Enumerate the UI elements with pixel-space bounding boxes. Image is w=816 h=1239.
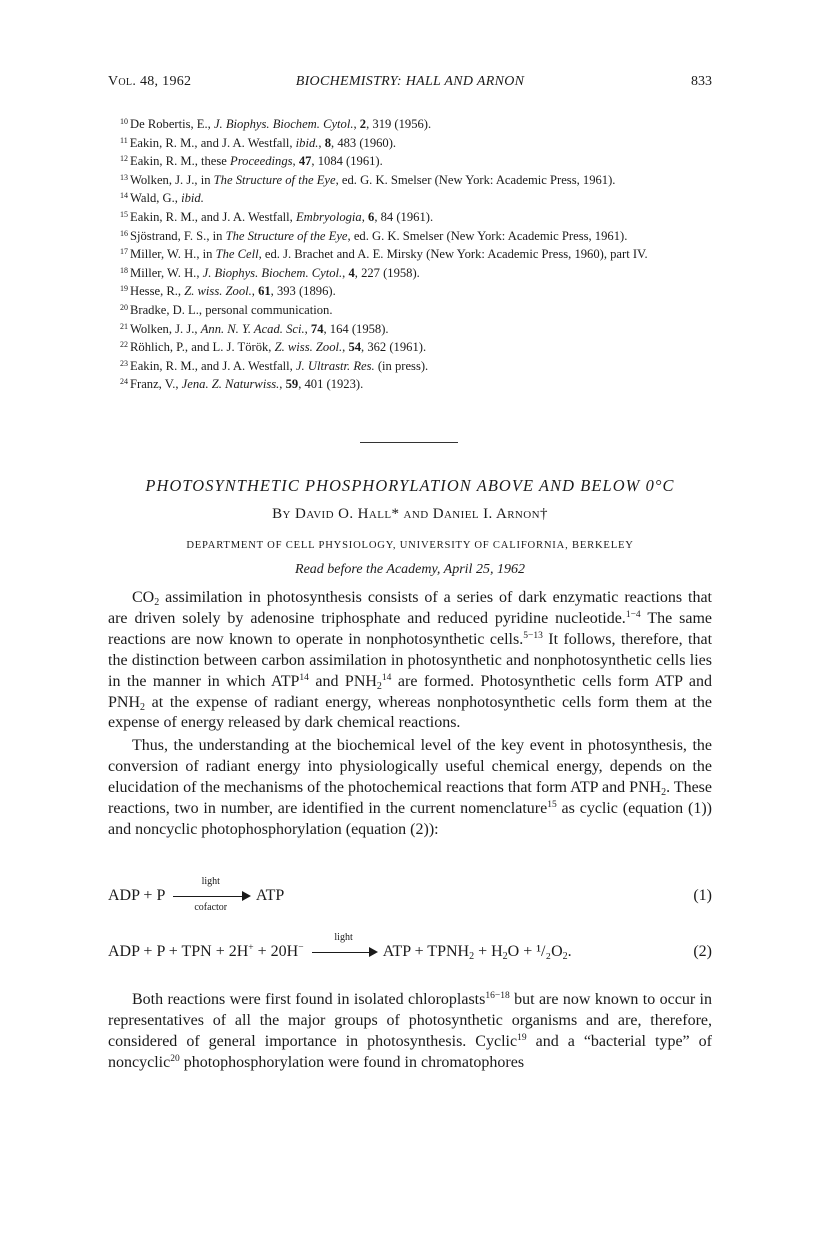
citation-superscript: 14 xyxy=(299,672,309,683)
equation-number: (2) xyxy=(693,943,712,960)
reference-item xyxy=(108,226,712,245)
subscript: 2 xyxy=(469,951,475,962)
reference-volume: 8 xyxy=(324,135,332,150)
reference-text: Franz, V., xyxy=(130,377,182,392)
author-arnon: Daniel I. Arnon xyxy=(432,506,540,522)
journal-running-title: BIOCHEMISTRY: HALL AND ARNON xyxy=(295,74,525,89)
reference-number: 23 xyxy=(120,358,128,368)
reference-source: The Structure of the Eye xyxy=(213,172,336,187)
byline-by: By xyxy=(272,506,291,522)
reference-text: , xyxy=(304,321,311,336)
reference-number: 17 xyxy=(120,247,128,257)
equation-rhs: ATP + TPNH xyxy=(382,943,470,960)
citation-superscript: 19 xyxy=(517,1032,527,1043)
affiliation: DEPARTMENT OF CELL PHYSIOLOGY, UNIVERSITY OF CALIFORNIA, BERKELEY xyxy=(186,540,634,551)
reference-item xyxy=(108,170,712,189)
reference-source: Z. wiss. Zool. xyxy=(184,284,252,299)
text-run: The same reactions are now known to operate in nonphotosynthetic cells. xyxy=(108,609,713,648)
reference-number: 18 xyxy=(120,265,128,275)
reference-source: J. Ultrastr. Res. xyxy=(295,358,375,373)
equation-rhs: . xyxy=(567,943,572,960)
equation-lhs: ADP + P + TPN + 2H xyxy=(108,943,249,960)
reference-volume: 59 xyxy=(285,377,299,392)
reference-volume: 54 xyxy=(348,340,362,355)
arrow-label-below: cofactor xyxy=(194,902,228,914)
reference-text: , 401 (1923). xyxy=(298,377,364,392)
reference-text: (in press). xyxy=(374,358,429,373)
reference-item xyxy=(108,133,712,152)
text-run: and a “bacterial type” of noncyclic xyxy=(108,1032,712,1071)
arrow-shaft xyxy=(173,896,249,897)
arrow-head xyxy=(369,947,378,957)
reference-item xyxy=(108,188,712,207)
reference-text: Miller, W. H., in xyxy=(130,247,216,262)
reference-text: , xyxy=(279,377,286,392)
reference-source: The Structure of the Eye xyxy=(225,228,348,243)
reference-text: , xyxy=(361,209,369,224)
reference-item xyxy=(108,244,712,263)
equation-rhs: O + xyxy=(507,943,537,960)
reference-number: 20 xyxy=(120,302,128,312)
equation-lhs: + 20H xyxy=(253,943,299,960)
reference-text: Hesse, R., xyxy=(130,284,185,299)
reference-text: Wolken, J. J., in xyxy=(130,172,214,187)
citation-superscript: 15 xyxy=(547,799,557,810)
reference-text: , 319 (1956). xyxy=(366,117,432,131)
reference-text: , 84 (1961). xyxy=(374,209,434,224)
equation-expression xyxy=(108,876,285,914)
reference-source: Proceedings xyxy=(230,154,293,169)
reference-number: 19 xyxy=(120,284,128,294)
reference-item xyxy=(108,356,712,375)
subscript: 2 xyxy=(562,951,568,962)
reference-text: Miller, W. H., xyxy=(130,265,203,280)
reference-text: Eakin, R. M., and J. A. Westfall, xyxy=(130,358,296,373)
arrow-label-above: light xyxy=(201,876,220,888)
reference-text: De Robertis, E., xyxy=(130,117,214,131)
reference-volume: 61 xyxy=(258,284,271,299)
reference-text: , 393 (1896). xyxy=(270,284,336,299)
volume-year: Vol. 48, 1962 xyxy=(108,74,192,89)
reference-text: , ed. G. K. Smelser (New York: Academic Press, 1961). xyxy=(347,228,628,243)
subscript: 2 xyxy=(376,680,382,692)
reference-list xyxy=(108,114,712,393)
byline xyxy=(108,506,712,523)
paragraph xyxy=(108,588,712,734)
reference-item xyxy=(108,337,712,356)
equation-lhs: ADP + P xyxy=(108,887,165,904)
reference-volume: 2 xyxy=(359,117,367,131)
reference-volume: 47 xyxy=(298,154,312,169)
paragraph-text xyxy=(108,990,712,1074)
text-run: Thus, the understanding at the biochemical level of the key event in photosynthesis, the conversion of radiant energy into physiologically useful chemical energy, depends on the elucidation of the mechanisms of the photochemical reactions that form ATP and PNH xyxy=(108,737,712,796)
reference-item xyxy=(108,374,712,393)
superscript: + xyxy=(248,943,254,953)
equation-noncyclic xyxy=(108,926,712,970)
text-run: at the expense of radiant energy, whereas nonphotosynthetic cells form them at the expense of energy released by dark chemical reactions. xyxy=(108,693,712,732)
text-run: as cyclic (equation (1)) and noncyclic photophosphorylation (equation (2)): xyxy=(108,799,712,838)
paragraph-text xyxy=(108,588,712,734)
equation-cyclic xyxy=(108,870,712,914)
subscript: 2 xyxy=(661,786,667,798)
reference-volume: 6 xyxy=(368,209,375,224)
equation-rhs: ATP xyxy=(255,887,285,904)
equation-expression xyxy=(108,932,572,962)
reference-text: , 164 (1958). xyxy=(323,321,389,336)
reference-source: Z. wiss. Zool. xyxy=(274,340,343,355)
reference-source: ibid. xyxy=(181,191,204,206)
text-run: photophosphorylation were found in chromatophores xyxy=(179,1053,525,1071)
reaction-arrow-icon xyxy=(312,932,376,953)
text-run: . These reactions, two in number, are identified in the current nomenclature xyxy=(108,778,712,817)
citation-superscript: 16−18 xyxy=(485,991,510,1001)
reference-item xyxy=(108,151,712,170)
reference-source: J. Biophys. Biochem. Cytol. xyxy=(202,265,343,280)
citation-superscript: 5−13 xyxy=(523,630,543,641)
reference-source: Jena. Z. Naturwiss. xyxy=(181,377,280,392)
reference-number: 13 xyxy=(120,172,128,182)
reference-text: Eakin, R. M., and J. A. Westfall, xyxy=(130,209,296,224)
citation-superscript: 14 xyxy=(381,672,392,683)
reference-number: 22 xyxy=(120,340,128,350)
reference-number: 14 xyxy=(120,191,128,201)
author-hall: David O. Hall xyxy=(295,506,392,522)
text-run: assimilation in photosynthesis consists of a series of dark enzymatic reactions that are driven solely by adenosine triphosphate and reduced pyridine nucleotide. xyxy=(108,589,712,627)
reference-text: Röhlich, P., and L. J. Török, xyxy=(130,340,275,355)
arrow-label-above: light xyxy=(334,932,353,944)
reference-text: , xyxy=(353,117,360,131)
subscript: 2 xyxy=(502,951,508,962)
reference-text: Eakin, R. M., and J. A. Westfall, xyxy=(129,135,296,150)
reference-number: 10 xyxy=(120,117,128,126)
reference-item xyxy=(108,114,712,133)
equation-rhs: + H xyxy=(474,943,503,960)
reference-text: , 227 (1958). xyxy=(354,265,420,280)
reference-source: Embryologia xyxy=(295,209,362,224)
section-divider xyxy=(360,442,458,443)
text-run: are formed. Photosynthetic cells form ATP and PNH xyxy=(108,672,712,711)
author-footnote-mark: † xyxy=(539,506,548,522)
subscript: 2 xyxy=(154,597,160,608)
reference-text: , xyxy=(251,284,259,299)
reference-number: 21 xyxy=(120,321,128,331)
superscript: − xyxy=(298,943,304,953)
reference-text: , ed. G. K. Smelser (New York: Academic Press, 1961). xyxy=(335,172,616,187)
fraction-half: ¹/₂ xyxy=(536,943,552,960)
article-title: PHOTOSYNTHETIC PHOSPHORYLATION ABOVE AND BELOW 0°C xyxy=(145,476,675,495)
reference-source: ibid. xyxy=(295,135,319,150)
reference-number: 12 xyxy=(120,154,128,164)
read-before-note: Read before the Academy, April 25, 1962 xyxy=(295,562,525,577)
equation-rhs: O xyxy=(551,943,563,960)
reference-number: 24 xyxy=(120,377,128,387)
reference-item xyxy=(108,300,712,319)
running-head xyxy=(108,74,712,94)
reference-text: Eakin, R. M., these xyxy=(130,154,231,169)
text-run: Both reactions were first found in isolated chloroplasts xyxy=(132,991,486,1008)
text-run: but are now known to occur in representatives of all the major groups of photosynthetic organisms and are, therefore, considered of general importance in photosynthesis. Cyclic xyxy=(108,991,712,1050)
reference-source: Ann. N. Y. Acad. Sci. xyxy=(200,321,305,336)
reference-text: , xyxy=(342,265,349,280)
reference-volume: 74 xyxy=(310,321,324,336)
reference-text: , xyxy=(318,135,325,150)
reference-text: Bradke, D. L., personal communication. xyxy=(130,302,333,317)
reference-number: 11 xyxy=(120,135,128,145)
reference-text: , xyxy=(342,340,349,355)
paragraph-text xyxy=(108,736,712,841)
reference-text: Wald, G., xyxy=(130,191,182,206)
reaction-arrow-icon xyxy=(173,876,249,914)
reference-item xyxy=(108,281,712,300)
page-number: 833 xyxy=(691,74,712,89)
reference-source: J. Biophys. Biochem. Cytol. xyxy=(213,117,354,131)
text-run: and PNH xyxy=(308,672,377,690)
equation-number: (1) xyxy=(693,887,712,904)
arrow-head xyxy=(242,891,251,901)
reference-text: Wolken, J. J., xyxy=(130,321,201,336)
citation-superscript: 20 xyxy=(170,1053,180,1064)
reference-source: The Cell xyxy=(215,247,259,262)
reference-text: , ed. J. Brachet and A. E. Mirsky (New York: Academic Press, 1960), part IV. xyxy=(258,247,648,262)
reference-item xyxy=(108,207,712,226)
byline-and: and xyxy=(403,506,429,522)
author-footnote-mark: * xyxy=(391,506,400,522)
reference-volume: 4 xyxy=(348,265,355,280)
text-run: It follows, therefore, that the distinction between carbon assimilation in photosynthetic and nonphotosynthetic cells lies in the manner in which ATP xyxy=(108,630,713,690)
citation-superscript: 1−4 xyxy=(625,609,641,620)
reference-text: , 483 (1960). xyxy=(331,135,397,150)
reference-number: 15 xyxy=(120,209,128,219)
reference-number: 16 xyxy=(120,228,128,238)
subscript: 2 xyxy=(140,701,146,713)
reference-item xyxy=(108,319,712,338)
paragraph xyxy=(108,736,712,841)
reference-item xyxy=(108,263,712,282)
reference-text: , xyxy=(292,154,299,169)
reference-text: , 1084 (1961). xyxy=(311,154,383,169)
reference-text: Sjöstrand, F. S., in xyxy=(130,228,226,243)
reference-text: , 362 (1961). xyxy=(361,340,427,355)
arrow-shaft xyxy=(312,952,376,953)
paragraph xyxy=(108,990,712,1074)
text-run: CO xyxy=(132,589,155,606)
